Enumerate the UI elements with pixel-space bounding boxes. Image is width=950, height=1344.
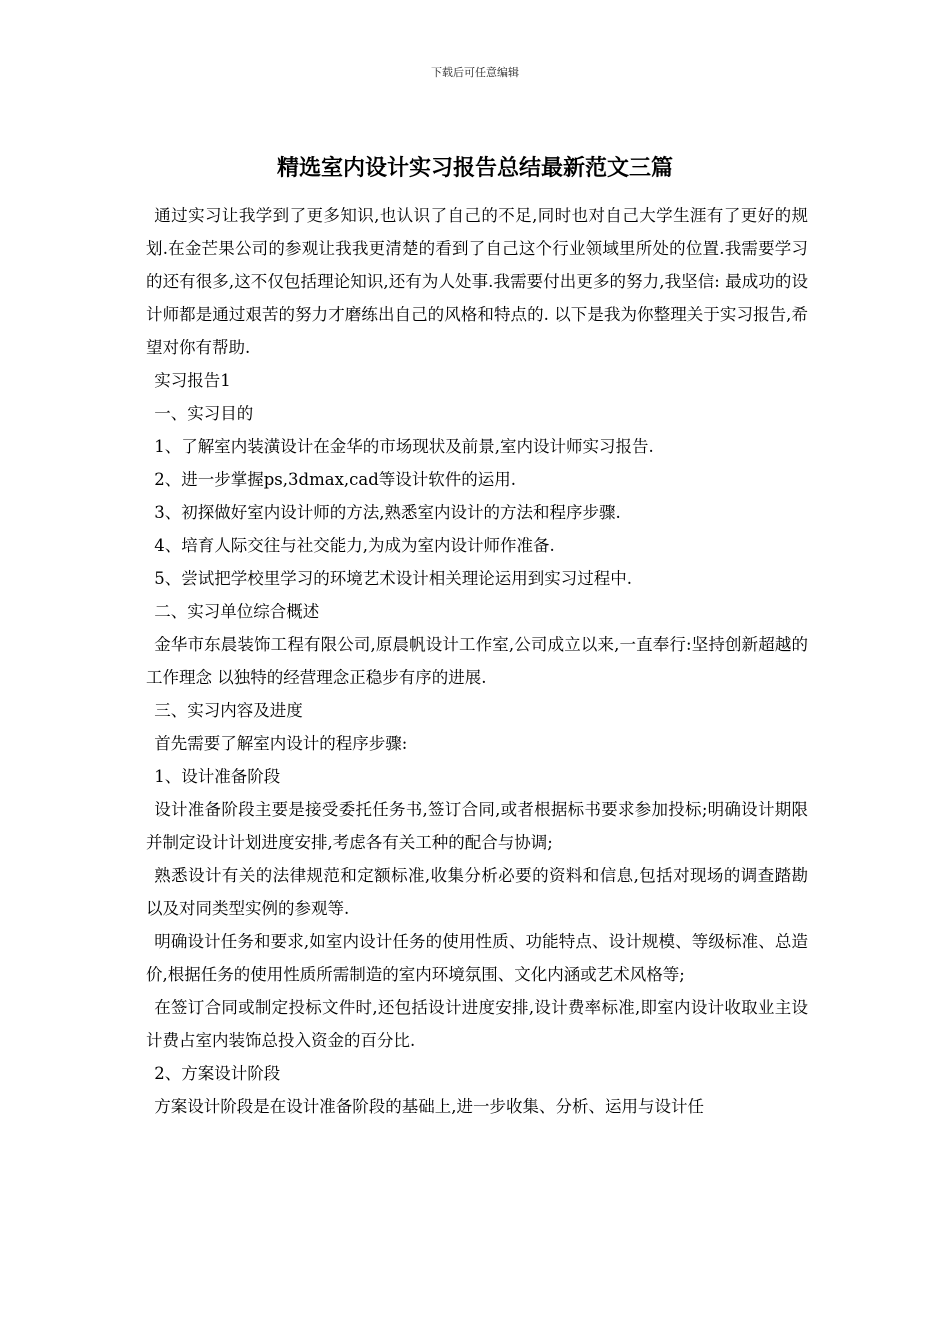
body-paragraph: 熟悉设计有关的法律规范和定额标准,收集分析必要的资料和信息,包括对现场的调查踏勘以及对同类型实例的参观等. — [146, 866, 808, 918]
document-body — [146, 199, 808, 1123]
section-heading: 实习报告1 — [154, 371, 231, 390]
header-note: 下载后可任意编辑 — [431, 66, 519, 79]
body-paragraph: 在签订合同或制定投标文件时,还包括设计进度安排,设计费率标准,即室内设计收取业主设计费占室内装饰总投入资金的百分比. — [146, 998, 808, 1050]
body-paragraph: 首先需要了解室内设计的程序步骤: — [154, 734, 408, 753]
list-item: 3、初探做好室内设计师的方法,熟悉室内设计的方法和程序步骤. — [154, 503, 621, 522]
list-item: 4、培育人际交往与社交能力,为成为室内设计师作准备. — [154, 536, 555, 555]
body-paragraph: 设计准备阶段主要是接受委托任务书,签订合同,或者根据标书要求参加投标;明确设计期限并制定设计计划进度安排,考虑各有关工种的配合与协调; — [146, 800, 808, 852]
subsection-heading: 2、方案设计阶段 — [154, 1064, 281, 1083]
section-heading: 三、实习内容及进度 — [154, 701, 303, 720]
section-heading: 二、实习单位综合概述 — [154, 602, 320, 621]
list-item: 1、了解室内装潢设计在金华的市场现状及前景,室内设计师实习报告. — [154, 437, 654, 456]
body-paragraph: 明确设计任务和要求,如室内设计任务的使用性质、功能特点、设计规模、等级标准、总造价,根据任务的使用性质所需制造的室内环境氛围、文化内涵或艺术风格等; — [146, 932, 808, 984]
intro-paragraph: 通过实习让我学到了更多知识,也认识了自己的不足,同时也对自己大学生涯有了更好的规划.在金芒果公司的参观让我我更清楚的看到了自己这个行业领域里所处的位置.我需要学习的还有很多,这不仅包括理论知识,还有为人处事.我需要付出更多的努力,我坚信: 最成功的设计师都是通过艰苦的努力才磨练出自己的风格和特点的. 以下是我为你整理关于实习报告,希望对你有帮助. — [146, 206, 808, 357]
body-paragraph: 方案设计阶段是在设计准备阶段的基础上,进一步收集、分析、运用与设计任 — [154, 1097, 704, 1116]
list-item: 2、进一步掌握ps,3dmax,cad等设计软件的运用. — [154, 470, 517, 489]
document-title: 精选室内设计实习报告总结最新范文三篇 — [276, 155, 673, 181]
list-item: 5、尝试把学校里学习的环境艺术设计相关理论运用到实习过程中. — [154, 569, 632, 588]
body-paragraph: 金华市东晨装饰工程有限公司,原晨帆设计工作室,公司成立以来,一直奉行:坚持创新超越的工作理念 以独特的经营理念正稳步有序的进展. — [146, 635, 808, 687]
section-heading: 一、实习目的 — [154, 404, 254, 423]
subsection-heading: 1、设计准备阶段 — [154, 767, 281, 786]
